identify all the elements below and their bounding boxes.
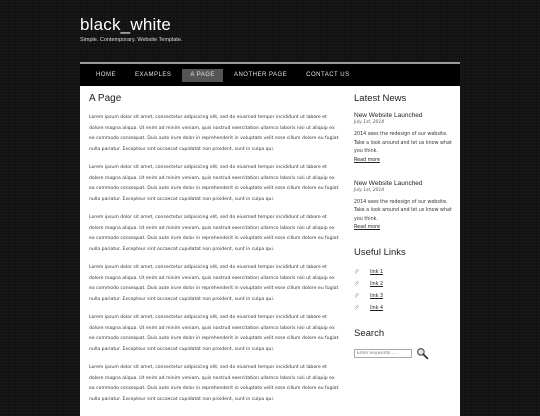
news-item	[354, 180, 454, 233]
link-item	[354, 302, 454, 314]
news-body: 2014 sees the redesign of our website. Take a look around and let us know what you think.	[354, 132, 452, 154]
news-item	[354, 112, 454, 165]
site-logo[interactable]: black_white	[80, 15, 172, 34]
content-paragraph: Lorem ipsum dolor sit amet, consectetur adipisicing elit, sed do eiusmod tempor incididunt ut labore et dolore magna aliqua. Ut enim ad minim veniam, quis nostrud exercitation ullamco laboris nisi ut aliquip ex ea commodo consequat. Duis aute irure dolor in reprehenderit in voluptate velit esse cillum dolore eu fugiat nulla pariatur. Excepteur sint occaecat cupidatat non proident, sunt in culpa qui.	[89, 315, 339, 352]
content-paragraph: Lorem ipsum dolor sit amet, consectetur adipisicing elit, sed do eiusmod tempor incididunt ut labore et dolore magna aliqua. Ut enim ad minim veniam, quis nostrud exercitation ullamco laboris nisi ut aliquip ex ea commodo consequat. Duis aute irure dolor in reprehenderit in voluptate velit esse cillum dolore eu fugiat nulla pariatur. Excepteur sint occaecat cupidatat non proident, sunt in culpa qui.	[89, 115, 339, 152]
link-4[interactable]: link 4	[370, 305, 384, 311]
content-paragraph: Lorem ipsum dolor sit amet, consectetur adipisicing elit, sed do eiusmod tempor incididunt ut labore et dolore magna aliqua. Ut enim ad minim veniam, quis nostrud exercitation ullamco laboris nisi ut aliquip ex ea commodo consequat. Duis aute irure dolor in reprehenderit in voluptate velit esse cillum dolore eu fugiat nulla pariatur. Excepteur sint occaecat cupidatat non proident, sunt in culpa qui.	[89, 215, 339, 252]
news-title: New Website Launched	[354, 112, 423, 119]
news-body: 2014 sees the redesign of our website. Take a look around and let us know what you think.	[354, 199, 452, 222]
nav-another-page[interactable]: ANOTHER PAGE	[233, 71, 288, 78]
content-paragraph: Lorem ipsum dolor sit amet, consectetur adipisicing elit, sed do eiusmod tempor incididunt ut labore et dolore magna aliqua. Ut enim ad minim veniam, quis nostrud exercitation ullamco laboris nisi ut aliquip ex ea commodo consequat. Duis aute irure dolor in reprehenderit in voluptate velit esse cillum dolore eu fugiat nulla pariatur. Excepteur sint occaecat cupidatat non proident, sunt in culpa qui.	[89, 265, 339, 302]
content-area	[89, 93, 340, 413]
search-heading: Search	[354, 328, 385, 339]
link-2[interactable]: link 2	[370, 281, 384, 287]
link-1[interactable]: link 1	[370, 269, 384, 275]
news-date: July 1st, 2014	[354, 120, 385, 125]
news-heading: Latest News	[354, 93, 407, 104]
link-item	[354, 278, 454, 290]
main-nav	[80, 62, 460, 86]
link-item	[354, 266, 454, 278]
read-more-link[interactable]: Read more	[354, 157, 381, 163]
main-panel	[80, 86, 460, 416]
paperclip-icon	[354, 281, 360, 287]
link-3[interactable]: link 3	[370, 293, 384, 299]
sidebar	[354, 93, 454, 360]
paperclip-icon	[354, 293, 360, 299]
useful-links-list	[354, 266, 454, 314]
nav-home[interactable]: HOME	[96, 71, 116, 78]
nav-a-page[interactable]: A PAGE	[182, 69, 223, 82]
paperclip-icon	[354, 305, 360, 311]
news-title: New Website Launched	[354, 179, 423, 187]
search-icon[interactable]	[416, 347, 429, 360]
page-title: A Page	[89, 93, 122, 104]
links-heading: Useful Links	[354, 247, 406, 258]
search-input[interactable]	[354, 349, 412, 358]
site-header	[80, 14, 460, 43]
paperclip-icon	[354, 269, 360, 275]
nav-examples[interactable]: EXAMPLES	[135, 71, 172, 78]
content-paragraph: Lorem ipsum dolor sit amet, consectetur adipisicing elit, sed do eiusmod tempor incididunt ut labore et dolore magna aliqua. Ut enim ad minim veniam, quis nostrud exercitation ullamco laboris nisi ut aliquip ex ea commodo consequat. Duis aute irure dolor in reprehenderit in voluptate velit esse cillum dolore eu fugiat nulla pariatur. Excepteur sint occaecat cupidatat non proident, sunt in culpa qui.	[89, 165, 339, 202]
read-more-link[interactable]: Read more	[354, 225, 381, 230]
news-date: July 1st, 2014	[354, 187, 385, 193]
site-slogan: Simple. Contemporary. Website Template.	[80, 37, 183, 43]
link-item	[354, 290, 454, 302]
nav-contact-us[interactable]: CONTACT US	[306, 71, 350, 78]
content-paragraph: Lorem ipsum dolor sit amet, consectetur adipisicing elit, sed do eiusmod tempor incididunt ut labore et dolore magna aliqua. Ut enim ad minim veniam, quis nostrud exercitation ullamco laboris nisi ut aliquip ex ea commodo consequat. Duis aute irure dolor in reprehenderit in voluptate velit esse cillum dolore eu fugiat nulla pariatur. Excepteur sint occaecat cupidatat non proident, sunt in culpa qui.	[89, 365, 339, 402]
search-form	[354, 347, 454, 360]
